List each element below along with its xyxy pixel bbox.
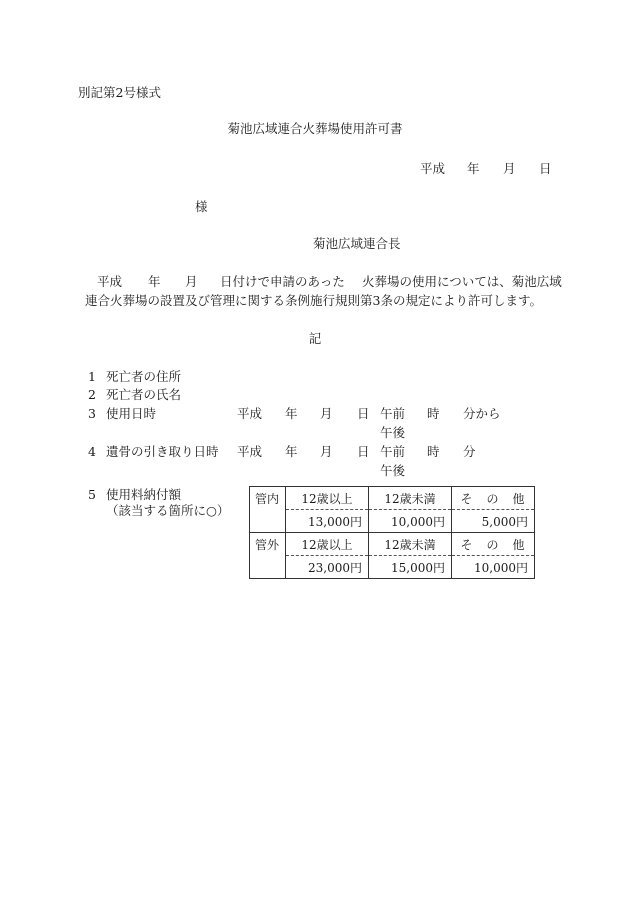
date-month: 月 bbox=[503, 161, 516, 176]
usage-era: 平成 bbox=[237, 406, 263, 421]
item-label: 遺骨の引き取り日時 bbox=[106, 444, 219, 459]
usage-pm: 午後 bbox=[380, 425, 406, 440]
issuer-name: 菊池広域連合長 bbox=[313, 236, 401, 251]
date-era: 平成 bbox=[420, 161, 446, 176]
table-row bbox=[250, 487, 535, 510]
form-number: 別記第2号様式 bbox=[78, 85, 161, 100]
amount-cell: 23,000円 bbox=[286, 556, 369, 579]
item-number: 3 bbox=[88, 406, 96, 421]
usage-minute: 分から bbox=[463, 406, 501, 421]
body-era: 平成 bbox=[97, 274, 123, 289]
date-day: 日 bbox=[539, 161, 552, 176]
item-number: 5 bbox=[88, 487, 96, 502]
body-text1: 日付けで申請のあった bbox=[220, 274, 345, 289]
item-label: 使用料納付額 bbox=[106, 487, 182, 502]
header-cell: 12歳以上 bbox=[286, 533, 369, 556]
pickup-era: 平成 bbox=[237, 444, 263, 459]
body-year: 年 bbox=[148, 274, 161, 289]
body-text2: 火葬場の使用については、菊池広域 bbox=[362, 274, 562, 289]
body-month: 月 bbox=[185, 274, 198, 289]
document-title: 菊池広域連合火葬場使用許可書 bbox=[227, 121, 403, 136]
section-label: 管外 bbox=[250, 533, 286, 579]
pickup-year: 年 bbox=[285, 444, 298, 459]
date-year: 年 bbox=[467, 161, 480, 176]
header-cell: 12歳未満 bbox=[369, 487, 452, 510]
table-row bbox=[250, 556, 535, 579]
item-label: 死亡者の氏名 bbox=[106, 387, 182, 402]
item-number: 4 bbox=[88, 444, 96, 459]
amount-cell: 10,000円 bbox=[452, 556, 535, 579]
addressee-suffix: 様 bbox=[195, 199, 208, 214]
table-row bbox=[250, 510, 535, 533]
item-label: 死亡者の住所 bbox=[106, 369, 182, 384]
usage-am: 午前 bbox=[380, 406, 406, 421]
usage-year: 年 bbox=[285, 406, 298, 421]
header-cell: 12歳以上 bbox=[286, 487, 369, 510]
amount-cell: 5,000円 bbox=[452, 510, 535, 533]
body-line2: 連合火葬場の設置及び管理に関する条例施行規則第3条の規定により許可します。 bbox=[85, 293, 542, 308]
usage-day: 日 bbox=[357, 406, 370, 421]
header-cell: そ の 他 bbox=[452, 533, 535, 556]
pickup-month: 月 bbox=[320, 444, 333, 459]
item-note: （該当する箇所に○） bbox=[106, 503, 230, 518]
pickup-day: 日 bbox=[357, 444, 370, 459]
fee-table bbox=[249, 486, 535, 579]
amount-cell: 15,000円 bbox=[369, 556, 452, 579]
usage-month: 月 bbox=[320, 406, 333, 421]
item-number: 1 bbox=[88, 369, 96, 384]
header-cell: 12歳未満 bbox=[369, 533, 452, 556]
ki-label: 記 bbox=[308, 331, 322, 346]
amount-cell: 13,000円 bbox=[286, 510, 369, 533]
pickup-hour: 時 bbox=[427, 444, 440, 459]
pickup-pm: 午後 bbox=[380, 463, 406, 478]
table-row bbox=[250, 533, 535, 556]
item-label: 使用日時 bbox=[106, 406, 157, 421]
pickup-minute: 分 bbox=[463, 444, 476, 459]
item-number: 2 bbox=[88, 387, 96, 402]
amount-cell: 10,000円 bbox=[369, 510, 452, 533]
header-cell: そ の 他 bbox=[452, 487, 535, 510]
section-label: 管内 bbox=[250, 487, 286, 533]
pickup-am: 午前 bbox=[380, 444, 406, 459]
usage-hour: 時 bbox=[427, 406, 440, 421]
